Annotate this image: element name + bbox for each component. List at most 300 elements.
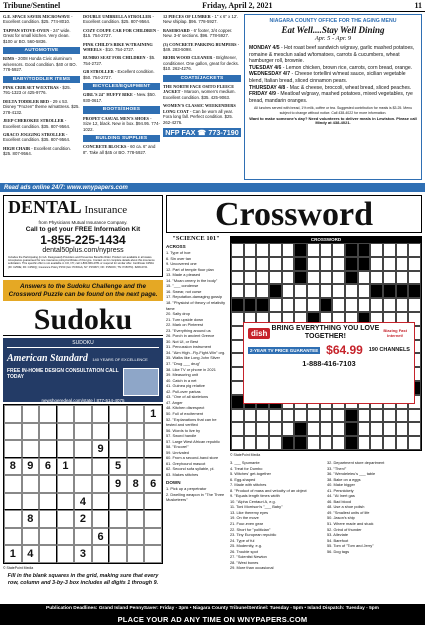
crossword-black-square: [294, 243, 307, 257]
crossword-cell[interactable]: [244, 409, 257, 423]
crossword-cell[interactable]: [396, 271, 409, 285]
crossword-cell[interactable]: [307, 257, 320, 271]
sudoku-title: Sudoku: [3, 303, 163, 336]
crossword-cell[interactable]: [370, 422, 383, 436]
sudoku-cell[interactable]: [74, 475, 92, 493]
crossword-cell[interactable]: [244, 422, 257, 436]
sudoku-cell[interactable]: 1: [144, 405, 162, 423]
sudoku-cell[interactable]: [144, 528, 162, 546]
sudoku-cell[interactable]: [92, 405, 110, 423]
crossword-cell[interactable]: [358, 284, 371, 298]
sudoku-cell[interactable]: 9: [92, 440, 110, 458]
classified-ad: [3, 56, 80, 72]
sudoku-cell[interactable]: [4, 475, 22, 493]
sudoku-cell[interactable]: [144, 440, 162, 458]
sudoku-ad-footer[interactable]: newshoeredeal.com/state | 877-514-4075: [41, 398, 125, 403]
down-clue: 44. "At Inert gas: [327, 493, 355, 499]
sudoku-cell[interactable]: [22, 528, 40, 546]
crossword-black-square: [396, 284, 409, 298]
sudoku-cell[interactable]: [127, 510, 145, 528]
sudoku-cell[interactable]: [92, 545, 110, 563]
sudoku-cell[interactable]: [57, 475, 75, 493]
sudoku-cell[interactable]: [127, 423, 145, 441]
classified-ad-title: DELTA TODDLER BED: [3, 98, 49, 104]
dish-phone[interactable]: 1-888-416-7103: [302, 359, 356, 368]
sudoku-cell[interactable]: 8: [22, 510, 40, 528]
across-clue: 63. Makes stitches: [166, 471, 199, 477]
crossword-cell[interactable]: [231, 367, 244, 381]
sudoku-cell[interactable]: [57, 528, 75, 546]
down-clue: 3. ___ Spumante: [230, 460, 260, 465]
classified-ad-title: HIGH CHAIR: [3, 145, 31, 151]
crossword-cell[interactable]: [358, 271, 371, 285]
crossword-cell[interactable]: [256, 436, 269, 450]
crossword-cell[interactable]: [370, 409, 383, 423]
crossword-cell[interactable]: [383, 257, 396, 271]
dental-cta: Call to get your FREE Information Kit: [25, 226, 141, 233]
classified-ad-text: - 29 x 53. Disney "Frozen" theme w/mattress. $25. 278-4132.: [3, 98, 80, 115]
classified-ad-text: - 24" wide. Great for small kitchen. Very clean. $100 or BO. 560-5836.: [3, 27, 71, 44]
crossword-cell[interactable]: [320, 284, 333, 298]
crossword-cell[interactable]: [256, 409, 269, 423]
sudoku-cell[interactable]: [4, 440, 22, 458]
crossword-cell[interactable]: [282, 284, 295, 298]
place-ad-banner[interactable]: PLACE YOUR AD ANY TIME ON WNYPAPERS.COM: [0, 614, 425, 625]
crossword-cell[interactable]: [358, 298, 371, 312]
sudoku-cell[interactable]: [39, 510, 57, 528]
down-clue: 1. Pick up a perpetrator: [166, 486, 207, 492]
crossword-cell[interactable]: [244, 284, 257, 298]
crossword-cell[interactable]: [231, 271, 244, 285]
read-ads-banner[interactable]: Read ads online 24/7: www.wnypapers.com: [0, 183, 425, 192]
sudoku-cell[interactable]: [57, 510, 75, 528]
dish-price: $64.99: [326, 343, 363, 357]
sudoku-cell[interactable]: [39, 493, 57, 511]
crossword-cell[interactable]: [383, 409, 396, 423]
sudoku-cell[interactable]: [127, 528, 145, 546]
across-clue: 41. Guinea pig relative: [166, 383, 205, 389]
across-clue: 43. "One of all skeletons: [166, 394, 209, 400]
crossword-black-square: [345, 257, 358, 271]
classified-ad: [83, 92, 160, 103]
crossword-black-square: [294, 257, 307, 271]
sudoku-cell[interactable]: [39, 528, 57, 546]
sudoku-cell[interactable]: [74, 423, 92, 441]
sudoku-cell[interactable]: [4, 528, 22, 546]
classified-ad: [83, 14, 160, 25]
crossword-cell[interactable]: [396, 436, 409, 450]
crossword-cell[interactable]: [370, 298, 383, 312]
crossword-cell[interactable]: [358, 409, 371, 423]
sudoku-cell[interactable]: [109, 405, 127, 423]
crossword-cell[interactable]: [370, 436, 383, 450]
sudoku-cell[interactable]: 5: [109, 458, 127, 476]
crossword-cell[interactable]: [396, 409, 409, 423]
crossword-cell[interactable]: [269, 422, 282, 436]
crossword-cell[interactable]: [269, 257, 282, 271]
crossword-cell[interactable]: [396, 257, 409, 271]
crossword-cell[interactable]: [383, 436, 396, 450]
sudoku-cell[interactable]: [92, 475, 110, 493]
sudoku-ad-consult: FREE IN-HOME DESIGN CONSULTATION CALL TODAY: [7, 368, 119, 380]
crossword-cell[interactable]: [408, 298, 421, 312]
crossword-cell[interactable]: [358, 436, 371, 450]
crossword-cell[interactable]: [282, 257, 295, 271]
sudoku-cell[interactable]: 3: [74, 545, 92, 563]
menu-item: [249, 71, 417, 84]
crossword-cell[interactable]: [231, 409, 244, 423]
american-standard-ad: [3, 338, 163, 402]
down-clue: 32. Department store department: [327, 460, 385, 465]
aging-menu-box: [244, 14, 422, 180]
crossword-cell[interactable]: [256, 422, 269, 436]
classified-ad-title: RIMS: [3, 56, 15, 62]
crossword-cell[interactable]: [269, 436, 282, 450]
down-clue: 10. "Alpha Centauri A, e.g.: [230, 498, 276, 504]
down-clue: 26. Trouble spot: [230, 548, 258, 554]
sudoku-cell[interactable]: [22, 405, 40, 423]
sudoku-cell[interactable]: 9: [22, 458, 40, 476]
sudoku-cell[interactable]: [92, 458, 110, 476]
crossword-cell[interactable]: [396, 243, 409, 257]
crossword-cell[interactable]: [231, 436, 244, 450]
crossword-cell[interactable]: [383, 243, 396, 257]
sudoku-cell[interactable]: [22, 423, 40, 441]
crossword-grid-header: CROSSWORD: [231, 237, 421, 243]
crossword-cell[interactable]: [320, 422, 333, 436]
sudoku-cell[interactable]: [109, 510, 127, 528]
sudoku-cell[interactable]: [109, 528, 127, 546]
crossword-cell[interactable]: [294, 284, 307, 298]
sudoku-cell[interactable]: [4, 423, 22, 441]
across-clue: 34. "Aim High...Fly-Fight-Win" org.: [166, 349, 226, 355]
crossword-cell[interactable]: [282, 298, 295, 312]
across-clue: 13. Made a pleased: [166, 272, 201, 278]
crossword-cell[interactable]: [269, 271, 282, 285]
sudoku-cell[interactable]: [4, 493, 22, 511]
crossword-black-square: [345, 271, 358, 285]
crossword-cell[interactable]: [307, 409, 320, 423]
crossword-cell[interactable]: [307, 298, 320, 312]
across-clue: 30. Not UI, or Best: [166, 338, 199, 344]
across-clue: 58. "Encore!": [166, 444, 189, 450]
crossword-theme: "SCIENCE 101": [172, 235, 220, 242]
sudoku-cell[interactable]: [57, 493, 75, 511]
sudoku-cell[interactable]: [109, 423, 127, 441]
classified-ad: [83, 144, 160, 155]
crossword-black-square: [256, 298, 269, 312]
across-clues: [166, 236, 226, 584]
crossword-cell[interactable]: [269, 298, 282, 312]
crossword-cell[interactable]: [231, 353, 244, 367]
crossword-cell[interactable]: [269, 243, 282, 257]
classifieds-column-2: [83, 14, 160, 158]
masthead: [0, 0, 425, 12]
across-clue: 22. Mark on Pinterest: [166, 322, 203, 328]
crossword-cell[interactable]: [307, 243, 320, 257]
dental-insurance-ad: [3, 195, 163, 277]
crossword-cell[interactable]: [244, 436, 257, 450]
sudoku-cell[interactable]: 6: [92, 528, 110, 546]
sudoku-cell[interactable]: [144, 545, 162, 563]
crossword-cell[interactable]: [256, 284, 269, 298]
crossword-cell[interactable]: [370, 271, 383, 285]
down-clue: 23. Tiny European republic: [230, 532, 277, 538]
across-clue: 42. Pull-over parkas: [166, 388, 201, 394]
sudoku-cell[interactable]: [92, 510, 110, 528]
across-clue: 15. "___ condense: [166, 283, 199, 289]
crossword-cell[interactable]: [244, 271, 257, 285]
dental-phone[interactable]: 1-855-225-1434: [40, 233, 126, 247]
crossword-black-square: [358, 243, 371, 257]
crossword-cell[interactable]: [370, 243, 383, 257]
sudoku-cell[interactable]: [127, 493, 145, 511]
crossword-cell[interactable]: [282, 271, 295, 285]
crossword-cell[interactable]: [256, 243, 269, 257]
sudoku-cell[interactable]: [144, 458, 162, 476]
sudoku-cell[interactable]: 4: [22, 545, 40, 563]
dental-fine-print: Includes the Participating (in GA: Designated) Providers and Preventive Benefits Rider. Product not available in all states. Acceptance guaranteed for one insurance policy/certificate of this type. Contact us for complete details about this insurance solicitation. This specific offer is not available in CO, NY; call 1-800-969-4781 or respond for similar offer. Certificate C250A (ID: C250E; PA: C250Q); Insurance Policy P150 (GA: P150GA; NY: P150NY; OK: P150OK; TN: P150TN). 6208-0721: [8, 256, 155, 269]
dental-subtitle: from Physicians Mutual Insurance Company.: [38, 220, 128, 225]
menu-item-text: - Lemon chicken, brown rice, carrots, corn bread, orange.: [281, 64, 413, 71]
across-clue: 37. "Drug ___ drug": [166, 361, 201, 367]
crossword-cell[interactable]: [231, 340, 244, 354]
sudoku-cell[interactable]: [127, 440, 145, 458]
sudoku-cell[interactable]: 6: [144, 475, 162, 493]
crossword-cell[interactable]: [244, 257, 257, 271]
crossword-cell[interactable]: [231, 243, 244, 257]
crossword-cell[interactable]: [332, 271, 345, 285]
sudoku-cell[interactable]: [127, 405, 145, 423]
classified-ad-title: 12 PIECES OF LUMBER: [163, 14, 211, 19]
crossword-cell[interactable]: [408, 409, 421, 423]
crossword-cell[interactable]: [332, 298, 345, 312]
publication-deadlines: Publication Deadlines: Grand Island PennySaver: Friday - 3pm • Niagara County Tribune/Sentinel: Tuesday - 5pm • Island Dispatch: Tuesday - 5pm: [0, 604, 425, 614]
across-label: ACROSS: [166, 243, 186, 249]
section-boots-shoes: BOOTS/SHOES: [83, 106, 160, 113]
crossword-cell[interactable]: [370, 257, 383, 271]
section-baby-toddler: BABY/TODDLER ITEMS: [3, 76, 80, 83]
down-clue: 49. "Smallest units of life: [327, 509, 370, 515]
crossword-cell[interactable]: [307, 284, 320, 298]
sudoku-cell[interactable]: [109, 440, 127, 458]
sudoku-cell[interactable]: [92, 493, 110, 511]
classified-ad: [163, 103, 241, 125]
sudoku-cell[interactable]: [57, 440, 75, 458]
crossword-black-square: [231, 395, 244, 409]
crossword-cell[interactable]: [231, 422, 244, 436]
dental-title: DENTAL Insurance: [8, 197, 128, 217]
down-clue: 27. "Scientist Newton: [230, 554, 267, 560]
sudoku-cell[interactable]: [39, 545, 57, 563]
sudoku-cell[interactable]: [144, 510, 162, 528]
sudoku-cell[interactable]: 8: [4, 458, 22, 476]
crossword-cell[interactable]: [231, 326, 244, 340]
sudoku-cell[interactable]: [57, 545, 75, 563]
sudoku-cell[interactable]: [144, 423, 162, 441]
dish-slogan: BRING EVERYTHING YOU LOVE TOGETHER!: [271, 325, 380, 340]
crossword-cell[interactable]: [231, 284, 244, 298]
across-clue: 26. Porch in ancient Greece: [166, 333, 215, 339]
crossword-cell[interactable]: [320, 436, 333, 450]
sudoku-cell[interactable]: 9: [109, 475, 127, 493]
sudoku-cell[interactable]: [144, 493, 162, 511]
down-clue: 28. "West bones: [230, 559, 259, 565]
classified-ad: [3, 85, 80, 96]
sudoku-cell[interactable]: [127, 545, 145, 563]
crossword-cell[interactable]: [332, 284, 345, 298]
crossword-black-square: [408, 284, 421, 298]
crossword-cell[interactable]: [408, 243, 421, 257]
crossword-black-square: [282, 436, 295, 450]
sudoku-cell[interactable]: 1: [57, 458, 75, 476]
classified-ad: [3, 132, 80, 143]
sudoku-cell[interactable]: [4, 405, 22, 423]
crossword-black-square: [231, 298, 244, 312]
crossword-cell[interactable]: [345, 284, 358, 298]
crossword-cell[interactable]: [320, 243, 333, 257]
sudoku-cell[interactable]: 6: [39, 458, 57, 476]
sudoku-cell[interactable]: [39, 405, 57, 423]
down-clue: 46. Bad blood: [327, 498, 352, 504]
down-clue: 8. "Product of mass and velocity of an object: [230, 487, 307, 493]
menu-item-text: - Meatloaf w/gravy, mashed potatoes, mixed vegetables, rye bread, mandarin oranges.: [249, 91, 413, 104]
classified-ad-title: GIRL'S 24" HUFFY BIKE: [83, 92, 133, 98]
crossword-cell[interactable]: [358, 422, 371, 436]
sudoku-cell[interactable]: [22, 493, 40, 511]
sudoku-cell[interactable]: 4: [74, 493, 92, 511]
crossword-black-square: [345, 422, 358, 436]
sudoku-cell[interactable]: [22, 440, 40, 458]
crossword-cell[interactable]: [408, 271, 421, 285]
crossword-cell[interactable]: [408, 257, 421, 271]
dish-guarantee: 2-YEAR TV PRICE GUARANTEE: [250, 347, 319, 353]
sudoku-cell[interactable]: 2: [74, 510, 92, 528]
sudoku-cell[interactable]: [127, 458, 145, 476]
crossword-cell[interactable]: [332, 243, 345, 257]
across-clue: 39. Measuring unit: [166, 372, 199, 378]
crossword-cell[interactable]: [320, 257, 333, 271]
crossword-cell[interactable]: [231, 312, 244, 326]
sudoku-cell[interactable]: [39, 440, 57, 458]
crossword-cell[interactable]: [269, 409, 282, 423]
down-clue: 6. Egg-shaped: [230, 476, 256, 482]
sudoku-cell[interactable]: [109, 493, 127, 511]
crossword-cell[interactable]: [332, 436, 345, 450]
sudoku-cell[interactable]: [22, 475, 40, 493]
down-label: DOWN: [166, 479, 181, 485]
crossword-cell[interactable]: [345, 298, 358, 312]
sudoku-cell[interactable]: [74, 440, 92, 458]
issue-date: Friday, April 2, 2021: [202, 1, 273, 10]
sudoku-cell[interactable]: 1: [4, 545, 22, 563]
nfp-fax-box: NFP FAX ☎ 773-7190: [163, 128, 241, 137]
crossword-cell[interactable]: [383, 298, 396, 312]
classified-ad-text: - $25. 791-1323 or 425-9776.: [3, 85, 71, 96]
classified-ad-title: BEHR WOOD CLEANER: [163, 55, 213, 61]
across-clue: 1. Type of hoe: [166, 250, 191, 256]
across-clue: 23. "Everything around us: [166, 327, 211, 333]
crossword-cell[interactable]: [383, 271, 396, 285]
across-clue: 57. Large West African republic: [166, 438, 220, 444]
classified-ad-title: BUMBO SEAT FOR CHILDREN: [83, 55, 146, 61]
menu-title: Eat Well....Stay Well Dining: [281, 25, 385, 35]
sudoku-cell[interactable]: [57, 423, 75, 441]
crossword-black-square: [269, 284, 282, 298]
crossword-cell[interactable]: [294, 298, 307, 312]
crossword-cell[interactable]: [244, 243, 257, 257]
sudoku-cell[interactable]: 8: [127, 475, 145, 493]
page-number: 11: [414, 1, 422, 10]
crossword-cell[interactable]: [332, 409, 345, 423]
sudoku-cell[interactable]: [109, 545, 127, 563]
down-clue: 53. Alleviate: [327, 532, 348, 538]
sudoku-cell[interactable]: [92, 423, 110, 441]
sudoku-cell[interactable]: [39, 475, 57, 493]
crossword-cell[interactable]: [396, 422, 409, 436]
classified-ad: [3, 118, 80, 129]
sudoku-cell[interactable]: [74, 528, 92, 546]
menu-volunteer-note: Want to make someone's day? Need volunteers to deliver meals in Lewiston. Please call Mindy at 438-4021.: [249, 115, 417, 126]
crossword-cell[interactable]: [408, 436, 421, 450]
classified-ad-text: - Can be worn all year. Fora long fall. Perfect condition. $25. 262-4276.: [163, 108, 234, 125]
sudoku-grid[interactable]: [3, 404, 163, 564]
crossword-cell[interactable]: [320, 409, 333, 423]
crossword-black-square: [345, 243, 358, 257]
sudoku-cell[interactable]: [4, 510, 22, 528]
crossword-cell[interactable]: [231, 257, 244, 271]
across-clue: 31. Percussion instrument: [166, 344, 211, 350]
dental-website[interactable]: dental50plus.com/nypress: [42, 247, 124, 254]
crossword-cell[interactable]: [383, 422, 396, 436]
crossword-cell[interactable]: [282, 422, 295, 436]
crossword-cell[interactable]: [396, 298, 409, 312]
classified-ad-text: - Maroon, women's medium. Excellent condition. $35. 425-9063.: [163, 89, 236, 100]
sudoku-credit: © StatePoint Media: [3, 566, 34, 570]
down-clues-right: [327, 460, 423, 554]
crossword-cell[interactable]: [294, 409, 307, 423]
classified-ad-text: - 6' footer, 3/4 copper. New. 3-6' sections. $96. 778-5927.: [163, 27, 233, 39]
crossword-cell[interactable]: [231, 381, 244, 395]
section-bicycles: BICYCLES/EQUIPMENT: [83, 83, 160, 90]
crossword-cell[interactable]: [256, 271, 269, 285]
sudoku-cell[interactable]: [74, 405, 92, 423]
classified-ad-title: G.E. SPACE SAVER MICROWAVE: [3, 14, 70, 19]
classified-ad-text: - Excellent condition. $25. 807-9564.: [3, 145, 71, 157]
crossword-cell[interactable]: [307, 422, 320, 436]
crossword-cell[interactable]: [282, 243, 295, 257]
classified-ad-text: - 2008 Honda Civic aluminum w/sensors. Good condition. $40 or BO. 778-5927.: [3, 56, 77, 73]
crossword-cell[interactable]: [307, 271, 320, 285]
menu-item: [249, 91, 417, 104]
sudoku-cell[interactable]: [39, 423, 57, 441]
crossword-cell[interactable]: [320, 271, 333, 285]
crossword-cell[interactable]: [332, 257, 345, 271]
sudoku-cell[interactable]: [74, 458, 92, 476]
crossword-cell[interactable]: [307, 436, 320, 450]
crossword-cell[interactable]: [256, 257, 269, 271]
crossword-cell[interactable]: [408, 422, 421, 436]
across-clue: 56. Words to live by: [166, 427, 201, 433]
sudoku-cell[interactable]: [57, 405, 75, 423]
across-clue: 21. Turn upside down: [166, 316, 204, 322]
across-clue: 48. Kitchen disrespect: [166, 405, 205, 411]
down-clue: 24. Type of ful: [230, 537, 255, 543]
menu-item-text: - Hot roast beef sandwich w/gravy, garlic mashed potatoes, romaine & mesclun salad w/tomatoes, carrots & cucumbers, wheat hamburger roll, brownie.: [249, 45, 415, 65]
crossword-cell[interactable]: [332, 422, 345, 436]
down-clue: 51. Where made and stuck: [327, 521, 374, 527]
crossword-cell[interactable]: [282, 409, 295, 423]
